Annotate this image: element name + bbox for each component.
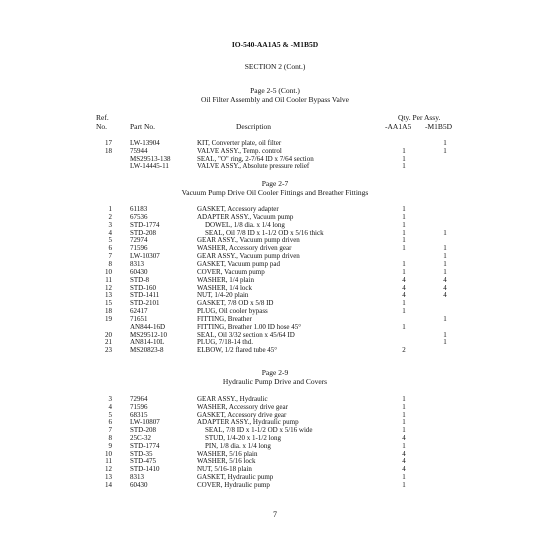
qty-m1b5d-cell: 1 [443, 259, 447, 268]
qty-aa1a5-cell: 1 [402, 307, 406, 316]
qty-aa1a5-cell: 1 [402, 220, 406, 229]
description-cell: GASKET, Accessory adapter [197, 205, 279, 213]
qty-aa1a5-cell: 1 [402, 418, 406, 427]
table-row [0, 221, 550, 229]
qty-m1b5d-cell: 1 [443, 314, 447, 323]
part-number-cell: STD-1411 [130, 291, 160, 300]
section-heading: SECTION 2 (Cont.) [244, 62, 306, 71]
description-cell: WASHER, 5/16 lock [197, 457, 256, 466]
ref-cell: 4 [108, 402, 112, 411]
description-cell: NUT, 5/16-18 plain [197, 465, 252, 474]
table-row [0, 284, 550, 292]
description-cell: STUD, 1/4-20 x 1-1/2 long [205, 434, 282, 442]
description-cell: COVER, Hydraulic pump [197, 480, 270, 489]
ref-cell: 1 [108, 205, 112, 213]
page-number: 7 [273, 510, 277, 519]
table-row [0, 481, 550, 489]
ref-cell: 7 [108, 252, 112, 261]
ref-cell: 11 [105, 275, 112, 284]
description-cell: SEAL, "O" ring, 2-7/64 ID x 7/64 section [197, 154, 314, 163]
ref-cell: 20 [105, 330, 112, 339]
qty-aa1a5-cell: 1 [402, 395, 406, 403]
col-header-no: No. [96, 122, 108, 131]
part-number-cell: STD-8 [130, 275, 150, 284]
table-row [0, 331, 550, 339]
ref-cell: 4 [108, 228, 112, 237]
description-cell: VALVE ASSY., Temp. control [197, 146, 282, 155]
part-number-cell: 60430 [130, 267, 148, 276]
ref-cell: 5 [108, 236, 112, 245]
qty-aa1a5-cell: 1 [402, 410, 406, 419]
description-cell: GEAR ASSY., Vacuum pump driven [197, 252, 300, 261]
part-number-cell: 72974 [130, 236, 148, 245]
description-cell: WASHER, 1/4 lock [197, 283, 253, 292]
part-number-cell: 72964 [130, 395, 148, 403]
qty-m1b5d-cell: 4 [443, 283, 447, 292]
col-header-m1b5d: -M1B5D [425, 122, 453, 131]
qty-aa1a5-cell: 1 [402, 480, 406, 489]
ref-cell: 10 [105, 449, 112, 458]
ref-cell: 23 [105, 346, 112, 355]
table-row [0, 268, 550, 276]
description-cell: GASKET, Accessory drive gear [197, 410, 287, 419]
ref-cell: 15 [105, 299, 112, 308]
qty-aa1a5-cell: 1 [402, 236, 406, 245]
qty-m1b5d-cell: 1 [443, 338, 447, 347]
ref-cell: 9 [108, 441, 112, 450]
description-cell: COVER, Vacuum pump [197, 267, 265, 276]
qty-aa1a5-cell: 1 [402, 267, 406, 276]
qty-m1b5d-cell: 1 [443, 244, 447, 253]
table-row [0, 434, 550, 442]
ref-cell: 21 [105, 338, 112, 347]
ref-cell: 14 [105, 480, 112, 489]
col-header-description: Description [236, 122, 271, 131]
description-cell: WASHER, Accessory driven gear [197, 244, 292, 253]
part-number-cell: STD-1410 [130, 465, 160, 474]
qty-aa1a5-cell: 1 [402, 426, 406, 435]
description-cell: NUT, 1/4-20 plain [197, 291, 249, 300]
table-row [0, 450, 550, 458]
qty-aa1a5-cell: 1 [402, 154, 406, 163]
part-number-cell: 62417 [130, 307, 148, 316]
table-row [0, 395, 550, 403]
ref-cell: 13 [105, 473, 112, 481]
ref-cell: 11 [105, 457, 112, 466]
qty-aa1a5-cell: 1 [402, 146, 406, 155]
qty-aa1a5-cell: 1 [402, 228, 406, 237]
part-number-cell: 61183 [130, 205, 148, 213]
qty-aa1a5-cell: 4 [402, 449, 406, 458]
qty-aa1a5-cell: 1 [402, 162, 406, 171]
table-row [0, 418, 550, 426]
table-row [0, 315, 550, 323]
table-row [0, 139, 550, 147]
description-cell: PIN, 1/8 dia. x 1/4 long [205, 441, 271, 450]
part-number-cell: 60430 [130, 480, 148, 489]
description-cell: KIT, Converter plate, oil filter [197, 139, 282, 147]
ref-cell: 19 [105, 314, 112, 323]
table-row [0, 244, 550, 252]
document-title: IO-540-AA1A5 & -M1B5D [231, 40, 319, 49]
part-number-cell: STD-35 [130, 449, 153, 458]
part-number-cell: STD-160 [130, 283, 157, 292]
ref-cell: 17 [105, 139, 112, 147]
part-number-cell: 75944 [130, 146, 148, 155]
qty-aa1a5-cell: 1 [402, 402, 406, 411]
qty-aa1a5-cell: 1 [402, 205, 406, 213]
qty-m1b5d-cell: 1 [443, 146, 447, 155]
part-number-cell: STD-208 [130, 228, 157, 237]
ref-cell: 10 [105, 267, 112, 276]
table-row [0, 162, 550, 170]
description-cell: VALVE ASSY., Absolute pressure relief [197, 162, 310, 171]
table-row [0, 465, 550, 473]
part-number-cell: 71596 [130, 402, 148, 411]
description-cell: ADAPTER ASSY., Hydraulic pump [197, 418, 299, 427]
description-cell: ELBOW, 1/2 flared tube 45° [197, 346, 278, 355]
part-number-cell: 71651 [130, 314, 148, 323]
qty-aa1a5-cell: 4 [402, 457, 406, 466]
table-row [0, 338, 550, 346]
table-row [0, 229, 550, 237]
section-page-ref: Page 2-7 [261, 179, 289, 188]
description-cell: WASHER, 1/4 plain [197, 275, 254, 284]
part-number-cell: STD-1774 [130, 220, 160, 229]
part-number-cell: 67536 [130, 212, 148, 221]
table-row [0, 346, 550, 354]
ref-cell: 5 [108, 410, 112, 419]
table-row [0, 403, 550, 411]
table-row [0, 260, 550, 268]
table-row [0, 205, 550, 213]
description-cell: GASKET, Hydraulic pump [197, 473, 274, 481]
ref-cell: 18 [105, 307, 112, 316]
description-cell: DOWEL, 1/8 dia. x 1/4 long [205, 220, 285, 229]
table-row [0, 473, 550, 481]
qty-aa1a5-cell: 4 [402, 291, 406, 300]
ref-cell: 8 [108, 259, 112, 268]
part-number-cell: 8313 [130, 473, 144, 481]
qty-aa1a5-cell: 4 [402, 283, 406, 292]
part-number-cell: 8313 [130, 259, 144, 268]
col-header-ref: Ref. [96, 113, 109, 122]
part-number-cell: AN844-16D [130, 322, 165, 331]
description-cell: WASHER, 5/16 plain [197, 449, 258, 458]
part-number-cell: LW-13904 [130, 139, 160, 147]
section-page-ref: Page 2-5 (Cont.) [250, 86, 300, 95]
ref-cell: 12 [105, 465, 112, 474]
qty-aa1a5-cell: 1 [402, 473, 406, 481]
description-cell: GASKET, Vacuum pump pad [197, 259, 280, 268]
ref-cell: 8 [108, 434, 112, 442]
table-row [0, 457, 550, 465]
part-number-cell: AN814-10L [130, 338, 165, 347]
section-title: Vacuum Pump Drive Oil Cooler Fittings and Breather Fittings [181, 188, 369, 197]
section-title: Oil Filter Assembly and Oil Cooler Bypass Valve [201, 95, 349, 104]
description-cell: PLUG, Oil cooler bypass [197, 307, 268, 316]
part-number-cell: STD-1774 [130, 441, 160, 450]
part-number-cell: STD-208 [130, 426, 157, 435]
part-number-cell: LW-10307 [130, 252, 160, 261]
section-page-ref: Page 2-9 [261, 368, 289, 377]
table-row [0, 442, 550, 450]
table-row [0, 155, 550, 163]
part-number-cell: MS29513-138 [130, 154, 171, 163]
qty-aa1a5-cell: 2 [402, 346, 406, 355]
table-row [0, 276, 550, 284]
ref-cell: 12 [105, 283, 112, 292]
qty-aa1a5-cell: 1 [402, 322, 406, 331]
qty-m1b5d-cell: 1 [443, 252, 447, 261]
description-cell: FITTING, Breather 1.00 ID hose 45° [197, 322, 302, 331]
qty-aa1a5-cell: 1 [402, 259, 406, 268]
qty-aa1a5-cell: 1 [402, 441, 406, 450]
part-number-cell: 68315 [130, 410, 148, 419]
part-number-cell: MS29512-10 [130, 330, 167, 339]
description-cell: ADAPTER ASSY., Vacuum pump [197, 212, 294, 221]
description-cell: PLUG, 7/18-14 thd. [197, 338, 253, 347]
ref-cell: 7 [108, 426, 112, 435]
description-cell: SEAL, 7/8 ID x 1-1/2 OD x 5/16 wide [205, 426, 313, 435]
qty-m1b5d-cell: 1 [443, 139, 447, 147]
qty-m1b5d-cell: 4 [443, 275, 447, 284]
ref-cell: 6 [108, 244, 112, 253]
ref-cell: 18 [105, 146, 112, 155]
description-cell: GEAR ASSY., Hydraulic [197, 395, 268, 403]
qty-m1b5d-cell: 1 [443, 267, 447, 276]
table-row [0, 307, 550, 315]
part-number-cell: LW-10807 [130, 418, 160, 427]
qty-m1b5d-cell: 4 [443, 291, 447, 300]
qty-aa1a5-cell: 1 [402, 212, 406, 221]
table-row [0, 323, 550, 331]
table-row [0, 411, 550, 419]
table-row [0, 252, 550, 260]
description-cell: GASKET, 7/8 OD x 5/8 ID [197, 299, 274, 308]
part-number-cell: 71596 [130, 244, 148, 253]
table-row [0, 147, 550, 155]
part-number-cell: STD-475 [130, 457, 157, 466]
table-row [0, 213, 550, 221]
description-cell: SEAL, Oil 3/32 section x 45/64 ID [197, 330, 295, 339]
part-number-cell: 25C-32 [130, 434, 151, 442]
ref-cell: 6 [108, 418, 112, 427]
table-row [0, 299, 550, 307]
ref-cell: 13 [105, 291, 112, 300]
table-row [0, 236, 550, 244]
qty-aa1a5-cell: 4 [402, 434, 406, 442]
qty-aa1a5-cell: 1 [402, 244, 406, 253]
qty-m1b5d-cell: 1 [443, 228, 447, 237]
part-number-cell: MS20823-8 [130, 346, 164, 355]
qty-aa1a5-cell: 1 [402, 299, 406, 308]
table-row [0, 291, 550, 299]
col-header-aa1a5: -AA1A5 [385, 122, 412, 131]
ref-cell: 2 [108, 212, 112, 221]
description-cell: GEAR ASSY., Vacuum pump driven [197, 236, 300, 245]
qty-m1b5d-cell: 1 [443, 330, 447, 339]
ref-cell: 3 [108, 220, 112, 229]
ref-cell: 3 [108, 395, 112, 403]
description-cell: SEAL, Oil 7/8 ID x 1-1/2 OD x 5/16 thick [205, 228, 324, 237]
part-number-cell: STD-2101 [130, 299, 160, 308]
col-header-qty: Qty. Per Assy. [398, 113, 441, 122]
qty-aa1a5-cell: 4 [402, 275, 406, 284]
description-cell: FITTING, Breather [197, 314, 252, 323]
description-cell: WASHER, Accessory drive gear [197, 402, 288, 411]
section-title: Hydraulic Pump Drive and Covers [222, 377, 328, 386]
qty-aa1a5-cell: 4 [402, 465, 406, 474]
part-number-cell: LW-14445-11 [130, 162, 169, 171]
table-row [0, 426, 550, 434]
col-header-part-no: Part No. [130, 122, 155, 131]
